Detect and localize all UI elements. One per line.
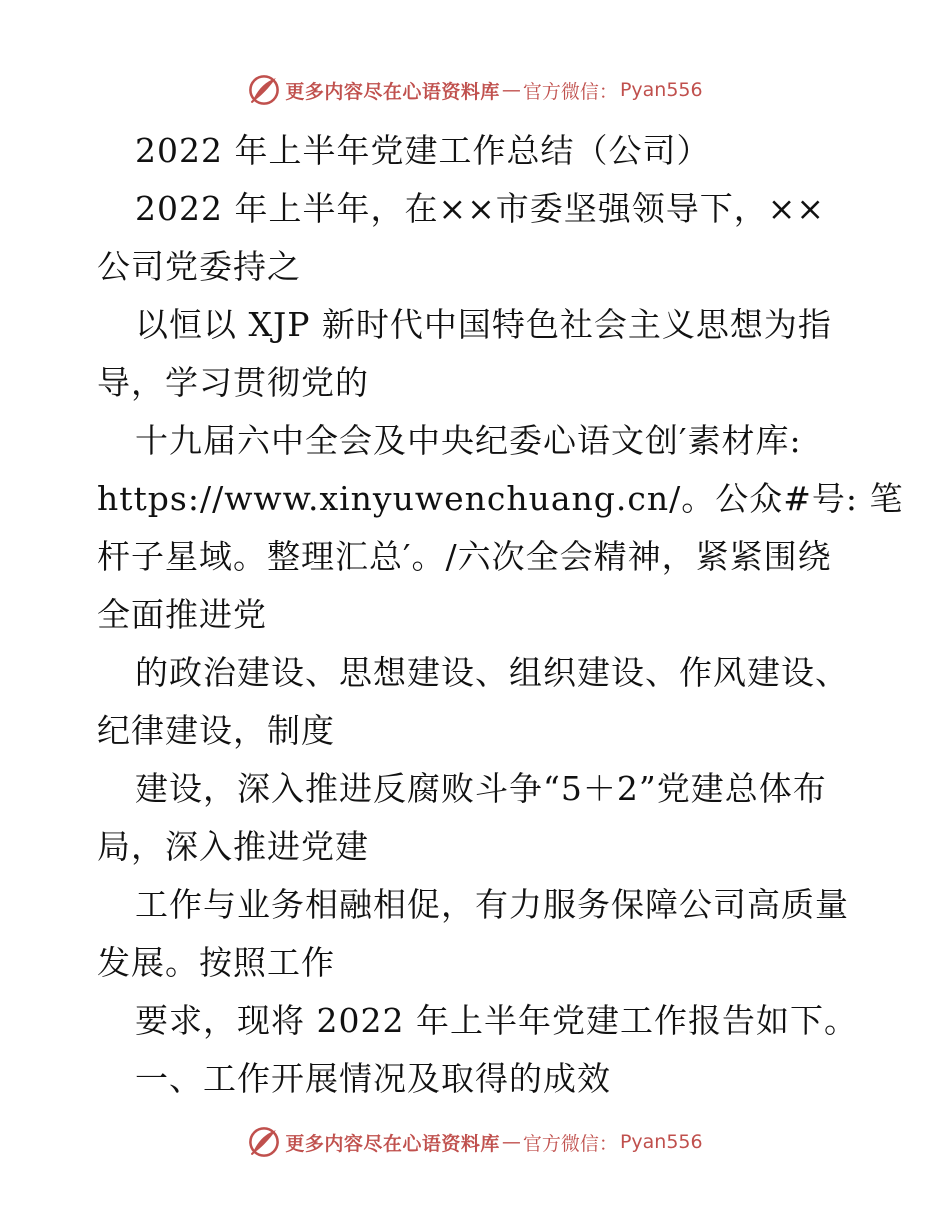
watermark-wechat-id: Pyan556 bbox=[619, 79, 703, 101]
document-line: 要求，现将 2022 年上半年党建工作报告如下。 bbox=[135, 1001, 858, 1040]
watermark-site-name: 更多内容尽在心语资料库 bbox=[285, 1132, 500, 1155]
document-line: 发展。按照工作 bbox=[97, 943, 335, 982]
watermark-wechat-label: 官方微信： bbox=[522, 1132, 618, 1155]
quill-logo-icon bbox=[247, 73, 281, 107]
document-line: 2022 年上半年，在××市委坚强领导下，×× bbox=[135, 189, 826, 228]
header-watermark bbox=[0, 70, 950, 110]
document-line: https://www.xinyuwenchuang.cn/。公众#号: 笔 bbox=[97, 479, 904, 518]
watermark-wechat-label: 官方微信： bbox=[522, 80, 618, 103]
document-line: 2022 年上半年党建工作总结（公司） bbox=[135, 131, 711, 170]
quill-logo-icon bbox=[247, 1125, 281, 1159]
document-line: 工作与业务相融相促，有力服务保障公司高质量 bbox=[135, 885, 849, 924]
document-line: 纪律建设，制度 bbox=[97, 711, 335, 750]
document-line: 以恒以 XJP 新时代中国特色社会主义思想为指 bbox=[135, 305, 832, 344]
watermark-wechat-id: Pyan556 bbox=[619, 1131, 703, 1153]
document-line: 建设，深入推进反腐败斗争“5＋2”党建总体布 bbox=[135, 769, 827, 808]
document-line: 十九届六中全会及中央纪委心语文创′素材库: bbox=[135, 421, 802, 460]
footer-watermark bbox=[0, 1122, 950, 1162]
document-line: 局，深入推进党建 bbox=[97, 827, 369, 866]
document-body bbox=[97, 122, 904, 1108]
document-line: 杆子星域。整理汇总′。/六次全会精神，紧紧围绕 bbox=[97, 537, 832, 576]
watermark-dash: — bbox=[501, 1131, 521, 1153]
document-line: 公司党委持之 bbox=[97, 247, 301, 286]
document-line: 一、工作开展情况及取得的成效 bbox=[135, 1059, 611, 1098]
watermark-site-name: 更多内容尽在心语资料库 bbox=[285, 80, 500, 103]
document-line: 的政治建设、思想建设、组织建设、作风建设、 bbox=[135, 653, 849, 692]
document-line: 全面推进党 bbox=[97, 595, 267, 634]
watermark-dash: — bbox=[501, 79, 521, 101]
document-line: 导，学习贯彻党的 bbox=[97, 363, 369, 402]
